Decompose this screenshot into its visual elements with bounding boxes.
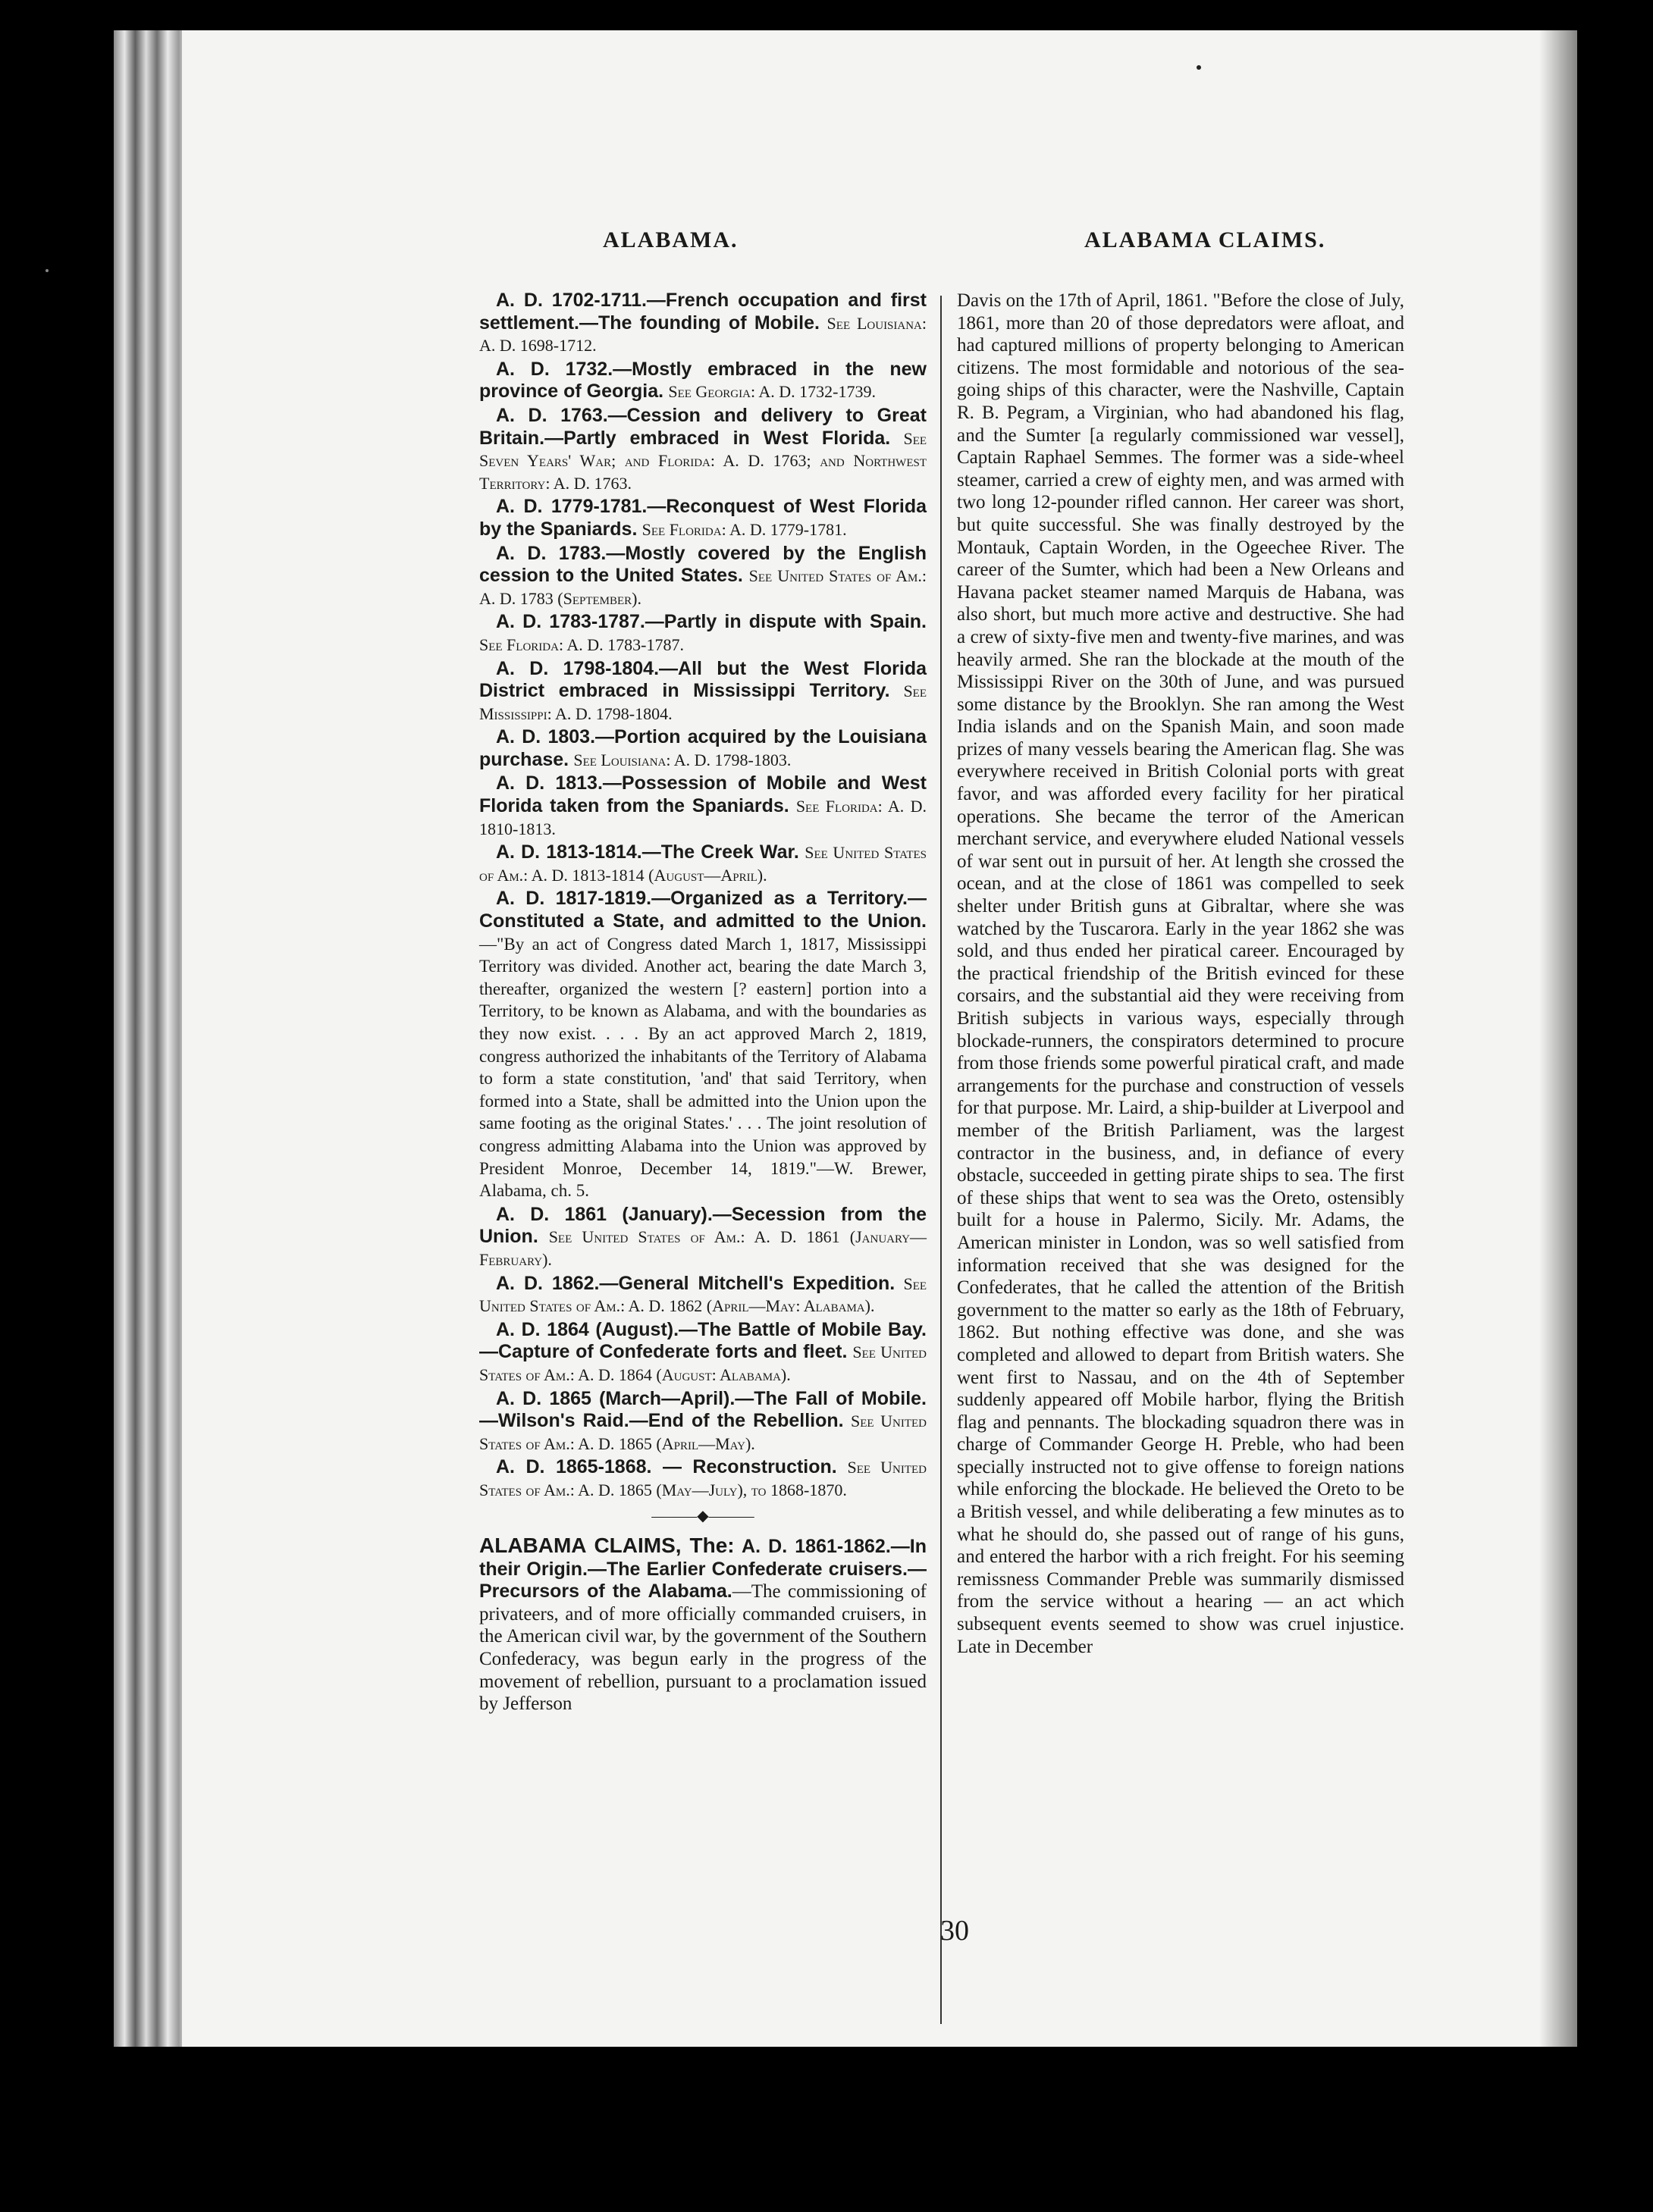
- entry-heading: A. D. 1798-1804.—All but the West Florida District embraced in Mississippi Territory.: [479, 657, 927, 702]
- page-speck: [1197, 65, 1201, 70]
- continued-text: Davis on the 17th of April, 1861. "Before the close of July, 1861, more than 20 of those depredators were afloat, and had captured millions of property belonging to American citizens. The most formidable and notorious of the sea-going ships of this character, were the Nashville, Captain R. B. Pegram, a Virginian, who had abandoned his flag, and the Sumter [a regularly commissioned war vessel], Captain Raphael Semmes. The former was a side-wheel steamer, carried a crew of eighty men, and was armed with two long 12-pounder rifled cannon. Her career was short, but quite successful. She was finally destroyed by the Montauk, Captain Worden, in the Ogeechee River. The career of the Sumter, which had been a New Orleans and Havana packet steamer named Marquis de Habana, was also short, but much more active and destructive. She had a crew of sixty-five men and twenty-five marines, and was heavily armed. She ran the blockade at the mouth of the Mississippi River on the 30th of June, and was pursued some distance by the Brooklyn. She ran among the West India islands and on the Spanish Main, and soon made prizes of many vessels bearing the American flag. She was everywhere received in British Colonial ports with great favor, and was afforded every facility for her piratical operations. She became the terror of the American merchant service, and everywhere eluded National vessels of war sent out in pursuit of her. At length she crossed the ocean, and at the close of 1861 was compelled to seek shelter under British guns at Gibraltar, where she was watched by the Tuscarora. Early in the year 1862 she was sold, and thus ended her piratical career. Encouraged by the practical friendship of the British evinced for these corsairs, and the substantial aid they were receiving from British subjects in various ways, especially through blockade-runners, the conspirators determined to procure from those friends some powerful piratical craft, and made arrangements for the purchase and construction of vessels for that purpose. Mr. Laird, a ship-builder at Liverpool and member of the British Parliament, was the largest contractor in the business, and, in defiance of every obstacle, succeeded in getting pirate ships to sea. The first of these ships that went to sea was the Oreto, ostensibly built for a house in Palermo, Sicily. Mr. Adams, the American minister in London, was so well satisfied from information received that she was designed for the Confederates, that he called the attention of the British government to the matter so early as the 18th of February, 1862. But nothing effective was done, and she was completed and allowed to depart from British waters. She went first to Nassau, and on the 4th of September suddenly appeared off Mobile harbor, flying the British flag and pennants. The blockading squadron there was in charge of Commander George H. Preble, who had been specially instructed not to give offense to foreign nations while enforcing the blockade. He believed the Oreto to be a British vessel, and while deliberating a few minutes as to what he should do, she passed out of range of his guns, and entered the harbor with a rich freight. For his seeming remissness Commander Preble was summarily dismissed from the service without a hearing — an act which subsequent events seemed to show was cruel injustice. Late in December: [957, 290, 1404, 1657]
- entry-reference: See Mississippi: A. D. 1798-1804.: [479, 681, 927, 723]
- entry-heading: A. D. 1865 (March—April).—The Fall of Mobile.—Wilson's Raid.—End of the Rebellion.: [479, 1387, 927, 1432]
- entry-heading: A. D. 1817-1819.—Organized as a Territory.—Constituted a State, and admitted to the Union.: [479, 888, 927, 932]
- entry-reference: See Louisiana: A. D. 1698-1712.: [479, 313, 927, 356]
- entry-quotation: —"By an act of Congress dated March 1, 1817, Mississippi Territory was divided. Another act, bearing the date March 3, thereafter, organized the western [? eastern] portion into a Territory, to be known as Alabama, and with the boundaries as they now exist. . . . By an act approved March 2, 1819, congress authorized the inhabitants of the Territory of Alabama to form a state constitution, 'and' that said Territory, when formed into a State, shall be admitted into the Union upon the same footing as the original States.' . . . The joint resolution of congress admitting Alabama into the Union was approved by President Monroe, December 14, 1819."—W. Brewer, Alabama, ch. 5.: [479, 934, 927, 1201]
- entry: [479, 726, 927, 771]
- entry: [479, 1388, 927, 1455]
- section-divider: ———◆———: [651, 1508, 754, 1525]
- left-column: [479, 290, 927, 1717]
- page-number: 30: [940, 1915, 969, 1947]
- entry-reference: See Louisiana: A. D. 1798-1803.: [573, 750, 792, 769]
- running-header-left: ALABAMA.: [603, 227, 739, 252]
- entry-reference: See United States of Am.: A. D. 1813-1814 (August—April).: [479, 843, 927, 885]
- claims-heading: A. D. 1861-1862.—In their Origin.—The Earlier Confederate cruisers.—Precursors of the Alabama.: [479, 1536, 927, 1603]
- entry-reference: See United States of Am.: A. D. 1865 (April—May).: [479, 1411, 927, 1453]
- claims-title: ALABAMA CLAIMS, The:: [479, 1534, 735, 1558]
- entry-heading: A. D. 1865-1868. — Reconstruction.: [496, 1456, 837, 1478]
- page-gutter-shadow: [1539, 30, 1585, 2047]
- entry: [479, 1456, 927, 1501]
- entry-reference: See United States of Am.: A. D. 1865 (May—July), to 1868-1870.: [479, 1458, 927, 1499]
- entry: [479, 543, 927, 610]
- entry-heading: A. D. 1779-1781.—Reconquest of West Florida by the Spaniards.: [479, 496, 927, 540]
- entry-reference: See Florida: A. D. 1783-1787.: [479, 634, 684, 654]
- entry: [479, 359, 927, 403]
- entry-heading: A. D. 1763.—Cession and delivery to Great Britain.—Partly embraced in West Florida.: [479, 404, 927, 449]
- entry-heading: A. D. 1732.—Mostly embraced in the new province of Georgia.: [479, 358, 927, 403]
- entry: [479, 1319, 927, 1386]
- entry: [479, 290, 927, 357]
- entry-reference: See United States of Am.: A. D. 1861 (January—February).: [479, 1227, 927, 1269]
- entry: [479, 405, 927, 494]
- entry: [479, 841, 927, 886]
- entry-heading: A. D. 1862.—General Mitchell's Expedition.: [496, 1272, 896, 1294]
- claims-entry: [479, 1534, 927, 1715]
- entry-heading: A. D. 1783.—Mostly covered by the English cession to the United States.: [479, 542, 927, 587]
- entry-reference: See Seven Years' War; and Florida: A. D. 1763; and Northwest Territory: A. D. 1763.: [479, 428, 927, 493]
- entry-reference: See Georgia: A. D. 1732-1739.: [668, 382, 876, 402]
- entry-reference: See Florida: A. D. 1779-1781.: [641, 519, 847, 539]
- entry-reference: See United States of Am.: A. D. 1864 (August: Alabama).: [479, 1343, 927, 1384]
- entry-heading: A. D. 1702-1711.—French occupation and first settlement.—The founding of Mobile.: [479, 290, 927, 334]
- claims-text: —The commissioning of privateers, and of more officially commanded cruisers, in the American civil war, by the government of the Southern Confederacy, was begun early in the progress of the movement of rebellion, pursuant to a proclamation issued by Jefferson: [479, 1581, 927, 1715]
- entry: [479, 772, 927, 840]
- entry-heading: A. D. 1864 (August).—The Battle of Mobile Bay.—Capture of Confederate forts and fleet.: [479, 1318, 927, 1363]
- entry: [479, 888, 927, 1202]
- margin-speck: [45, 269, 49, 272]
- entry-reference: See United States of Am.: A. D. 1783 (September).: [479, 566, 927, 608]
- entry-heading: A. D. 1861 (January).—Secession from the Union.: [479, 1203, 927, 1248]
- entry-heading: A. D. 1813-1814.—The Creek War.: [496, 841, 799, 863]
- entry-reference: See Florida: A. D. 1810-1813.: [479, 797, 927, 838]
- column-rule: [940, 296, 942, 2024]
- entry: [479, 658, 927, 725]
- entry: [479, 1273, 927, 1317]
- entry: [479, 611, 927, 656]
- entry-heading: A. D. 1783-1787.—Partly in dispute with Spain.: [496, 611, 927, 633]
- book-spine-edge: [114, 30, 186, 2047]
- entry: [479, 1204, 927, 1271]
- entry-reference: See United States of Am.: A. D. 1862 (April—May: Alabama).: [479, 1274, 927, 1316]
- entry-heading: A. D. 1813.—Possession of Mobile and West Florida taken from the Spaniards.: [479, 772, 927, 817]
- entry: [479, 496, 927, 540]
- running-header-right: ALABAMA CLAIMS.: [1084, 227, 1326, 252]
- right-column: [957, 290, 1404, 1659]
- entry-heading: A. D. 1803.—Portion acquired by the Louisiana purchase.: [479, 726, 927, 770]
